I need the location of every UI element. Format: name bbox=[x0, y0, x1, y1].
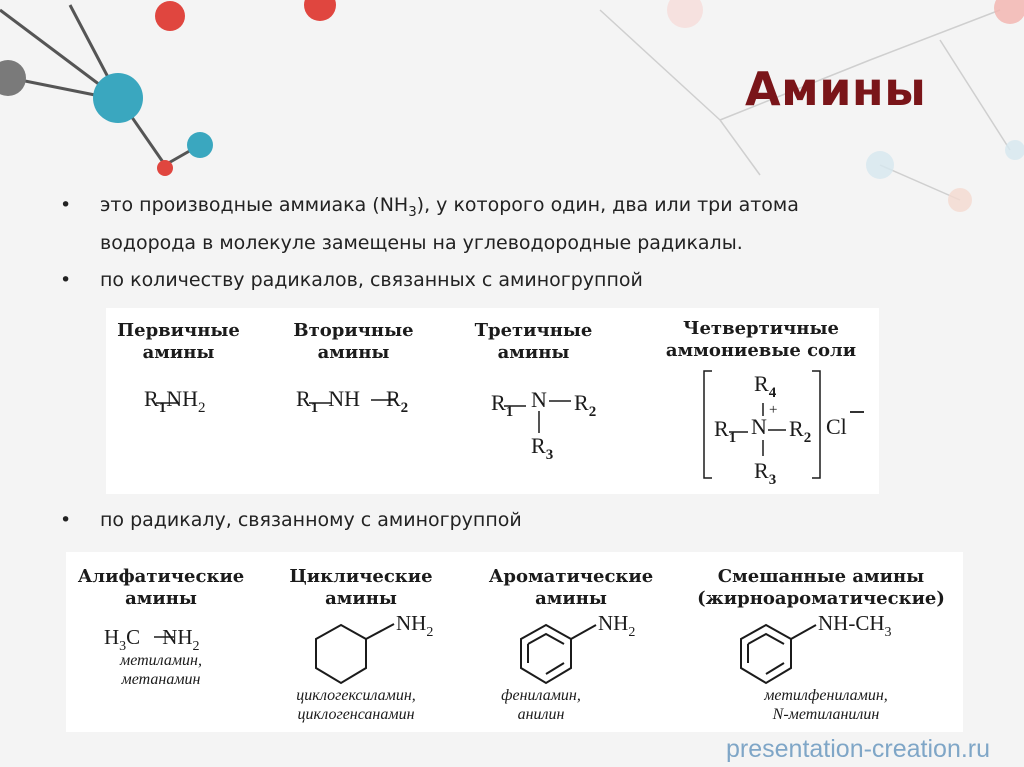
atom-gray bbox=[0, 60, 26, 96]
svg-text:NH-CH3: $NH-CH_3$ bbox=[818, 611, 892, 640]
atom-red-top2 bbox=[304, 0, 336, 21]
secondary-formula: $R_1$ NH $R_2$ bbox=[296, 386, 409, 416]
aromatic-name: фениламин, анилин bbox=[501, 687, 581, 723]
aliphatic-name: метиламин, метанамин bbox=[120, 652, 202, 688]
bullet-marker: • bbox=[60, 509, 72, 531]
svg-text:R3: $R_3$ bbox=[754, 458, 777, 488]
tertiary-formula: $R_1$ bbox=[491, 390, 514, 420]
atom-red-small bbox=[157, 160, 173, 176]
cyclic-name: циклогексиламин, циклогенсанамин bbox=[296, 687, 416, 723]
svg-text:Cl: Cl bbox=[826, 414, 847, 439]
bullet-marker: • bbox=[60, 269, 72, 291]
atom-teal-small bbox=[187, 132, 213, 158]
secondary-amines-header: Вторичные амины bbox=[293, 320, 414, 363]
methylamine-formula: $H_3C$ $NH_2$ bbox=[104, 625, 200, 654]
svg-text:NH2: $NH_2$ bbox=[598, 611, 636, 640]
amine-count-structures bbox=[106, 308, 879, 494]
aliphatic-header: Алифатические амины bbox=[77, 566, 245, 609]
mixed-header: Смешанные амины (жирноароматические) bbox=[697, 566, 945, 609]
amine-count-panel bbox=[106, 308, 879, 494]
bullet-1: это производные аммиака $(NH_3)$, у которого один, два или три атома водорода в молекуле замещены на углеводородные радикалы. bbox=[100, 194, 799, 254]
mixed-name: метилфениламин, N-метиланилин bbox=[764, 687, 888, 723]
svg-text:R4: $R_4$ bbox=[754, 371, 777, 401]
bullet-marker: • bbox=[60, 194, 72, 216]
aromatic-header: Ароматические амины bbox=[488, 566, 654, 609]
quaternary-salts-header: Четвертичные аммониевые соли bbox=[665, 318, 857, 361]
watermark: presentation-creation.ru bbox=[726, 735, 991, 763]
svg-text:N: N bbox=[751, 414, 767, 439]
page-title: Амины bbox=[745, 62, 927, 116]
svg-text:R1: $R_1$ bbox=[714, 416, 737, 446]
cyclic-header: Циклические амины bbox=[289, 566, 433, 609]
svg-text:R2: $R_2$ bbox=[789, 416, 812, 446]
svg-text:NH2: $NH_2$ bbox=[396, 611, 434, 640]
atom-red-top bbox=[155, 1, 185, 31]
primary-formula: $R_1NH_2$ bbox=[144, 386, 206, 416]
bullet-2: по количеству радикалов, связанных с аминогруппой bbox=[100, 269, 643, 291]
svg-text:N: N bbox=[531, 387, 547, 412]
amine-radical-panel bbox=[66, 552, 963, 732]
bullet-3: по радикалу, связанному с аминогруппой bbox=[100, 509, 522, 531]
tertiary-amines-header: Третичные амины bbox=[474, 320, 593, 363]
cyclohexane-ring bbox=[316, 625, 366, 683]
atom-teal-large bbox=[93, 73, 143, 123]
svg-text:+: + bbox=[769, 402, 778, 418]
svg-text:R2: $R_2$ bbox=[574, 390, 597, 420]
primary-amines-header: Первичные амины bbox=[117, 320, 240, 363]
amine-radical-structures bbox=[66, 552, 963, 732]
svg-text:R3: $R_3$ bbox=[531, 433, 554, 463]
